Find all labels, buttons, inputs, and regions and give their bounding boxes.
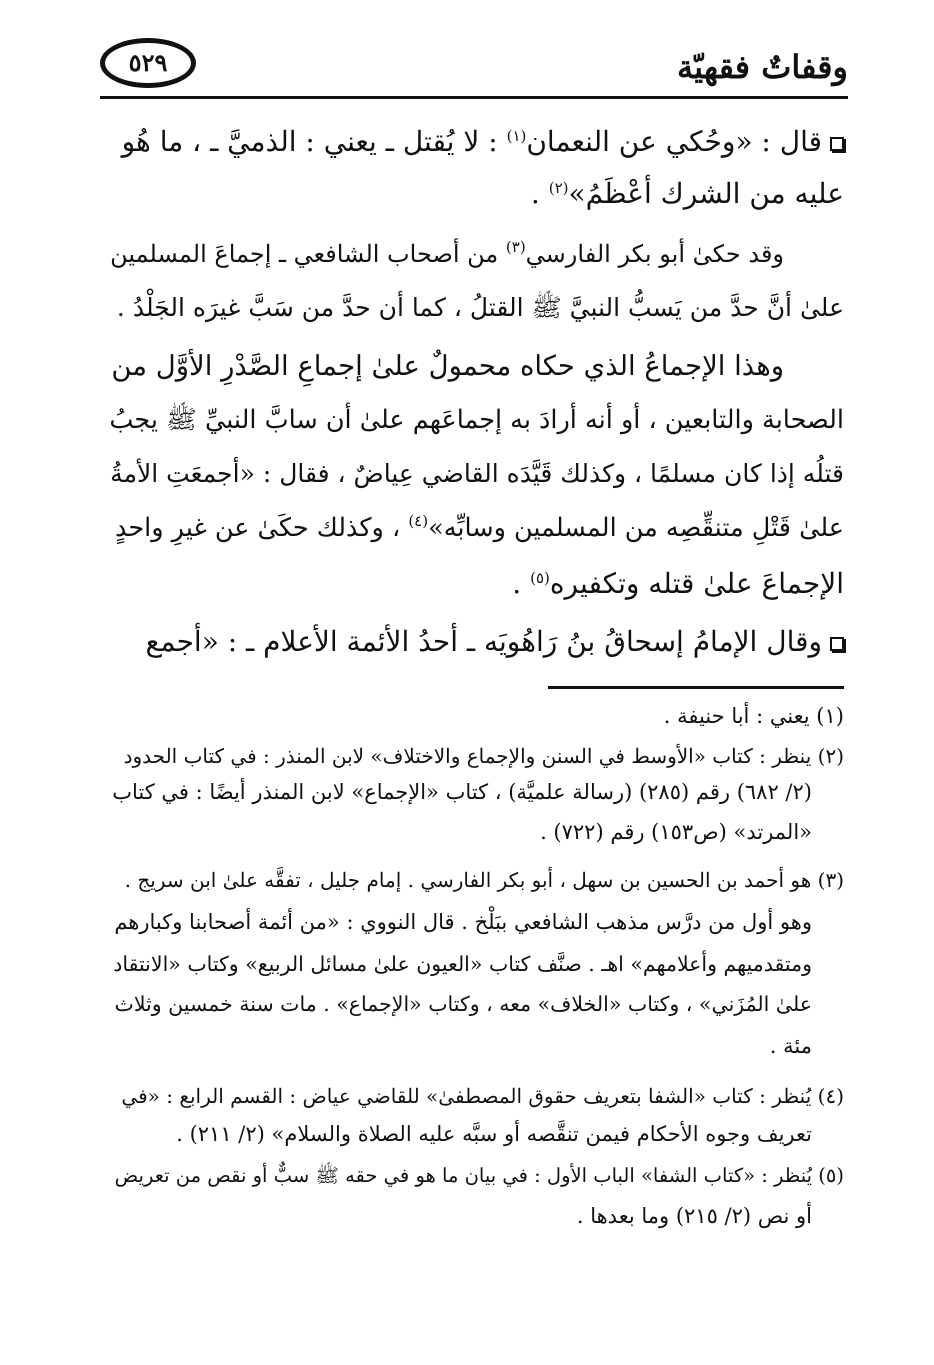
page-header: [100, 38, 848, 100]
body-line: الصحابة والتابعين ، أو أنه أرادَ به إجماعَهم علىٰ أن سابَّ النبيِّ ﷺ يجبُ: [109, 405, 844, 435]
footnote-3-cont: ومتقدميهم وأعلامهم» اهـ . صنَّف كتاب «العيون علىٰ مسائل الربيع» وكتاب «الانتقاد: [113, 952, 812, 976]
footnote-4-cont: تعريف وجوه الأحكام فيمن تنقَّصه أو سبَّه عليه الصلاة والسلام» (٢/ ٢١١) .: [176, 1122, 812, 1146]
square-bullet-icon: [830, 637, 844, 651]
header-rule: [100, 96, 848, 99]
body-line: وقد حكىٰ أبو بكر الفارسي$^{(٣)}$ من أصحاب الشافعي ـ إجماعَ المسلمين: [110, 238, 784, 268]
running-title: وقفاتٌ فقهيّة: [677, 48, 848, 86]
body-line: قتلُه إذا كان مسلمًا ، وكذلك قَيَّدَه القاضي عِياضٌ ، فقال : «أجمعَتِ الأمةُ: [110, 459, 844, 488]
body-line: علىٰ أنَّ حدَّ من يَسبُّ النبيَّ ﷺ القتلُ ، كما أن حدَّ من سَبَّ غيرَه الجَلْدُ .: [116, 293, 844, 322]
footnote-1: (١) يعني : أبا حنيفة .: [663, 704, 844, 728]
footnote-5: (٥) يُنظر : «كتاب الشفا» الباب الأول : في بيان ما هو في حقه ﷺ سبٌّ أو نقص من تعريض: [114, 1164, 844, 1187]
square-bullet-icon: [830, 137, 844, 151]
footnote-2-cont: (٢/ ٦٨٢) رقم (٢٨٥) (رسالة علميَّة) ، كتاب «الإجماع» لابن المنذر أيضًا : في كتاب: [112, 780, 812, 804]
footnote-ref: (٣): [505, 238, 526, 256]
footnote-3-cont: مئة .: [769, 1034, 812, 1058]
footnote-2-cont: «المرتد» (ص١٥٣) رقم (٧٢٢) .: [540, 820, 812, 844]
footnote-5-cont: أو نص (٢/ ٢١٥) وما بعدها .: [576, 1204, 812, 1228]
footnote-ref: (٥): [530, 569, 550, 587]
footnote-ref: (١): [506, 127, 527, 145]
footnote-ref: (٢): [548, 179, 569, 197]
footnote-2: (٢) ينظر : كتاب «الأوسط في السنن والإجماع والاختلاف» لابن المنذر : في كتاب الحدود: [123, 744, 844, 768]
page-number-oval: [100, 38, 196, 88]
body-line: وهذا الإجماعُ الذي حكاه محمولٌ علىٰ إجماعِ الصَّدْرِ الأوَّل من: [111, 350, 784, 382]
footnote-ref: (٤): [408, 512, 429, 530]
footnote-3-cont: علىٰ المُزَني» ، وكتاب «الخلاف» معه ، وكتاب «الإجماع» . مات سنة خمسين وثلاث: [114, 992, 812, 1016]
footnote-3-cont: وهو أول من درَّس مذهب الشافعي ببَلْخ . قال النووي : «من أئمة أصحابنا وكبارهم: [114, 910, 812, 934]
body-line: قال : «وحُكي عن النعمان$^{(١)}$ : لا يُقتل ـ يعني : الذميَّ ـ ، ما هُو: [110, 122, 844, 162]
body-line: الإجماعَ علىٰ قتله وتكفيره$^{(٥)}$ .: [512, 567, 844, 600]
body-line: علىٰ قَتْلِ متنقِّصِه من المسلمين وسابِّه»$^{(٤)}$ ، وكذلك حكَىٰ عن غيرِ واحدٍ: [114, 512, 844, 543]
body-line: وقال الإمامُ إسحاقُ بنُ رَاهُويَه ـ أحدُ الأئمة الأعلام ـ : «أجمع: [110, 622, 844, 662]
footnote-separator: [548, 686, 844, 689]
body-line: عليه من الشرك أعْظَمُ»$^{(٢)}$ .: [530, 177, 844, 210]
footnote-3: (٣) هو أحمد بن الحسين بن سهل ، أبو بكر الفارسي . إمام جليل ، تفقَّه علىٰ ابن سريج .: [124, 868, 844, 892]
footnote-4: (٤) يُنظر : كتاب «الشفا بتعريف حقوق المصطفىٰ» للقاضي عياض : القسم الرابع : «في: [121, 1084, 844, 1108]
page-number: ٥٢٩: [128, 48, 168, 77]
